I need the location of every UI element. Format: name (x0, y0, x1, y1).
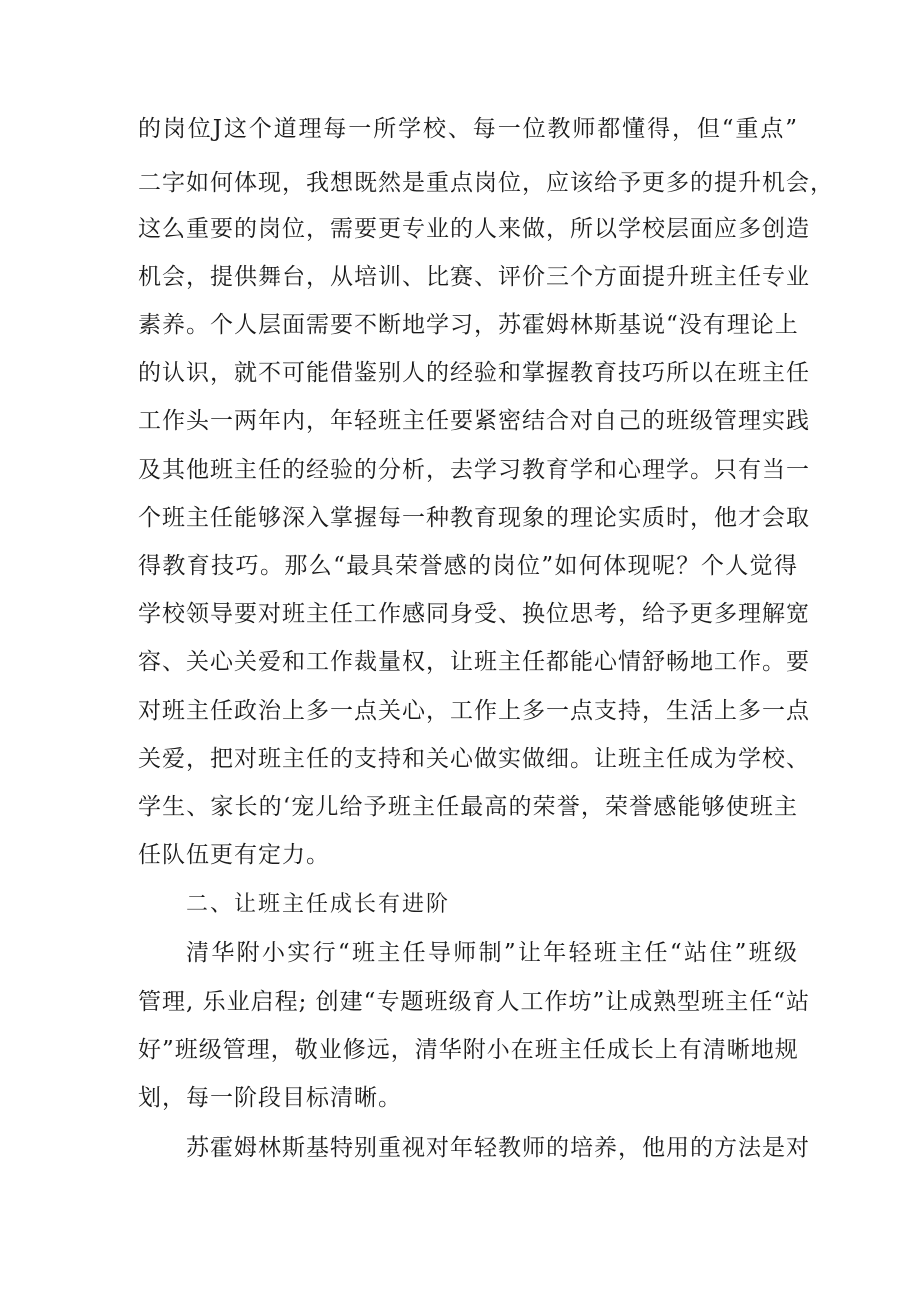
paragraph-line: 这么重要的岗位，需要更专业的人来做，所以学校层面应多创造 (138, 216, 810, 242)
paragraph-line: 二字如何体现，我想既然是重点岗位，应该给予更多的提升机会， (138, 170, 834, 196)
paragraph-line: 素养。个人层面需要不断地学习，苏霍姆林斯基说“没有理论上 (138, 312, 799, 338)
paragraph-line: 得教育技巧。那么“最具荣誉感的岗位”如何体现呢？个人觉得 (138, 553, 798, 579)
paragraph-line: 个班主任能够深入掌握每一种教育现象的理论实质时，他才会取 (138, 505, 810, 531)
paragraph-line: 任队伍更有定力。 (138, 842, 330, 868)
paragraph-line: 学生、家长的‘宠儿给予班主任最高的荣誉，荣誉感能够使班主 (138, 794, 798, 820)
paragraph-line: 工作头一两年内，年轻班主任要紧密结合对自己的班级管理实践 (138, 408, 810, 434)
paragraph-line: 对班主任政治上多一点关心，工作上多一点支持，生活上多一点 (138, 698, 810, 724)
paragraph-line: 好”班级管理，敬业修远，清华附小在班主任成长上有清晰地规 (138, 1037, 799, 1063)
paragraph-line: 管理, 乐业启程; 创建“专题班级育人工作坊”让成熟型班主任“站 (138, 989, 810, 1015)
paragraph-line: 的认识，就不可能借鉴别人的经验和掌握教育技巧所以在班主任 (138, 360, 810, 386)
paragraph-line: 苏霍姆林斯基特别重视对年轻教师的培养，他用的方法是对 (186, 1135, 810, 1161)
section-heading: 二、让班主任成长有进阶 (186, 892, 451, 917)
paragraph-line: 的岗位J这个道理每一所学校、每一位教师都懂得，但“重点” (138, 116, 798, 142)
paragraph-line: 及其他班主任的经验的分析，去学习教育学和心理学。只有当一 (138, 457, 810, 483)
paragraph-line: 容、关心关爱和工作裁量权，让班主任都能心情舒畅地工作。要 (138, 649, 810, 675)
paragraph-line: 划，每一阶段目标清晰。 (138, 1085, 402, 1111)
paragraph-line: 关爱，把对班主任的支持和关心做实做细。让班主任成为学校、 (138, 746, 810, 772)
paragraph-line: 学校领导要对班主任工作感同身受、换位思考，给予更多理解宽 (138, 601, 810, 627)
paragraph-line: 清华附小实行“班主任导师制”让年轻班主任“站住”班级 (186, 940, 798, 966)
paragraph-line: 机会，提供舞台，从培训、比赛、评价三个方面提升班主任专业 (138, 264, 810, 290)
